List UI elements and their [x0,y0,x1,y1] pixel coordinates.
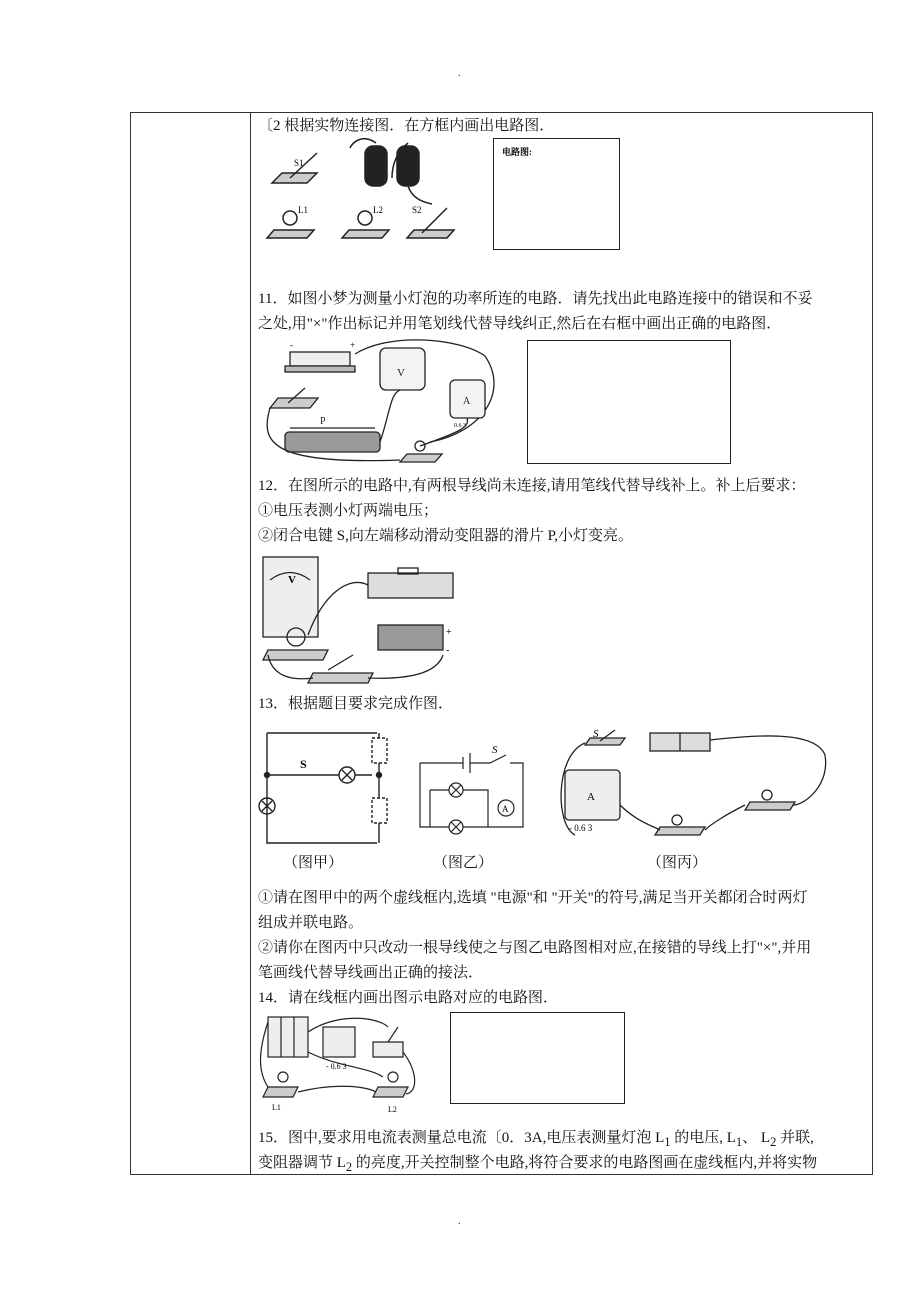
ammeter-label: A [463,396,471,407]
header-dot: . [458,68,461,79]
q13-instruction-2a: ②请你在图丙中只改动一根导线使之与图乙电路图相对应,在接错的导线上打"×",并用 [258,940,812,956]
q15-text-2: 变阻器调节 $L_2$ 的亮度,开关控制整个电路,将符合要求的电路图画在虚线框内,并将实物 [258,1155,818,1174]
figure-jia [262,728,402,848]
q13-instruction-1b: 组成并联电路。 [258,915,364,931]
q12-text-1: 12．在图所示的电路中,有两根导线尚未连接,请用笔线代替导线补上。补上后要求： [258,478,806,494]
q10-components-figure [262,138,477,248]
figure-yi [418,745,528,835]
switch-s-label: S [300,757,307,771]
q11-circuit-figure [260,338,500,473]
ammeter-range: 0.6 3 [454,423,466,429]
caption-bing: （图丙） [647,854,708,871]
ammeter-label: A [502,804,509,814]
ammeter-label: A [587,791,595,803]
plus-label: + [446,627,452,638]
label-s2: S2 [412,205,422,215]
minus-label: - [290,340,293,350]
label-l2: L2 [388,1105,397,1114]
q14-circuit-figure [258,1012,433,1120]
q14-answer-box[interactable] [450,1012,625,1104]
q10-text: 〔2 根据实物连接图．在方框内画出电路图． [258,118,555,134]
plus-label: + [350,340,356,350]
caption-jia: （图甲） [283,854,344,871]
minus-label: - [446,645,450,656]
q12-text-3: ②闭合电键 S,向左端移动滑动变阻器的滑片 P,小灯变亮。 [258,528,634,544]
voltmeter-label: V [397,367,405,379]
q11-text-2: 之处,用"×"作出标记并用笔划线代替导线纠正,然后在右框中画出正确的电路图． [258,316,782,332]
answer-box-label: 电路图: [502,147,532,157]
ammeter-range: - 0.6 3 [326,1062,347,1071]
q11-text-1: 11．如图小梦为测量小灯泡的功率所连的电路．请先找出此电路连接中的错误和不妥 [258,291,813,307]
ammeter-range: - 0.6 3 [569,823,593,833]
switch-s-label: S [593,728,599,740]
table-divider [250,112,251,1175]
q13-instruction-2b: 笔画线代替导线画出正确的接法． [258,965,484,981]
caption-yi: （图乙） [433,854,494,871]
rheostat-p-label: P [320,416,326,427]
q11-answer-box[interactable] [527,340,731,464]
q13-instruction-1a: ①请在图甲中的两个虚线框内,选填 "电源"和 "开关"的符号,满足当开关都闭合时两灯 [258,890,808,906]
footer-dot: . [458,1216,461,1227]
label-s1: S1 [294,158,304,168]
label-l1: L1 [272,1103,281,1112]
q12-circuit-figure [258,555,463,683]
q14-text: 14．请在线框内画出图示电路对应的电路图． [258,990,559,1006]
voltmeter-label: V [288,574,296,586]
label-l1: L1 [298,205,308,215]
q15-text-1: 15．图中,要求用电流表测量总电流〔0．3A,电压表测量灯泡 $L_1$ 的电压, $L_1$、 $L_2$ 并联, [258,1130,814,1149]
switch-s-label: S [492,744,498,756]
q12-text-2: ①电压表测小灯两端电压； [258,503,439,519]
q13-text: 13．根据题目要求完成作图． [258,696,454,712]
label-l2: L2 [373,205,383,215]
q10-answer-box[interactable] [493,138,620,250]
figure-bing [555,725,835,845]
